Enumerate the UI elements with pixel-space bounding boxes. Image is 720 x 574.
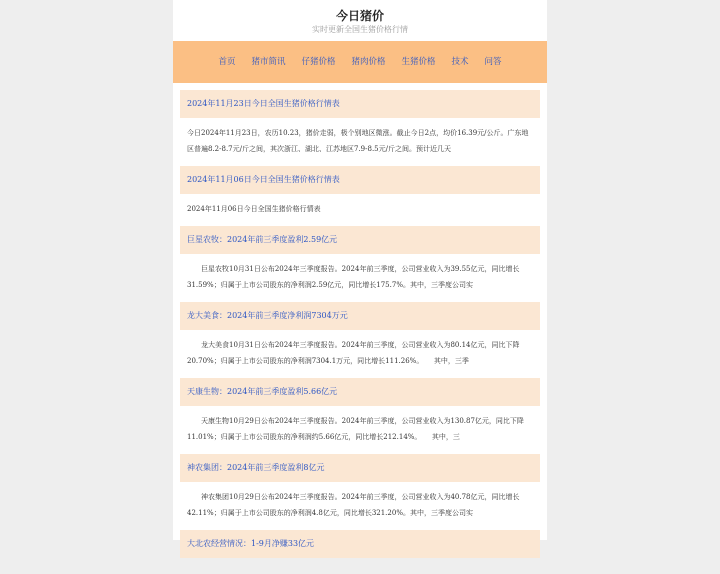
article-item	[180, 90, 540, 166]
main-nav	[173, 41, 547, 83]
article-summary	[180, 558, 540, 574]
article-summary: 神农集团10月29日公布2024年三季度报告。2024年前三季度，公司营业收入为40.78亿元，同比增长42.11%；归属于上市公司股东的净利润4.8亿元，同比增长321.20%。其中，三季度公司实	[187, 493, 520, 517]
article-item	[180, 378, 540, 454]
article-item	[180, 530, 540, 574]
article-title-link[interactable]: 巨星农牧：2024年前三季度盈利2.59亿元	[180, 226, 540, 254]
article-title-link[interactable]: 龙大美食：2024年前三季度净利润7304万元	[180, 302, 540, 330]
article-summary: 天康生物10月29日公布2024年三季度报告。2024年前三季度，公司营业收入为130.87亿元，同比下降11.01%；归属于上市公司股东的净利润约5.66亿元，同比增长212.14%。 其中，三	[187, 417, 524, 441]
article-item	[180, 454, 540, 530]
nav-item-piglet-price[interactable]: 仔猪价格	[301, 57, 336, 67]
article-item	[180, 166, 540, 226]
nav-item-technology[interactable]: 技术	[451, 57, 469, 67]
nav-item-market-news[interactable]: 猪市简讯	[251, 57, 286, 67]
site-subtitle: 实时更新全国生猪价格行情	[312, 25, 408, 34]
nav-item-hog-price[interactable]: 生猪价格	[401, 57, 436, 67]
article-list	[173, 83, 547, 574]
article-title-link[interactable]: 天康生物：2024年前三季度盈利5.66亿元	[180, 378, 540, 406]
page-container	[173, 0, 547, 548]
article-summary: 2024年11月06日今日全国生猪价格行情表	[187, 205, 321, 213]
article-title-link[interactable]: 2024年11月23日今日全国生猪价格行情表	[180, 90, 540, 118]
article-summary: 巨星农牧10月31日公布2024年三季度报告。2024年前三季度，公司营业收入为39.55亿元，同比增长31.59%；归属于上市公司股东的净利润2.59亿元，同比增长175.7%。其中，三季度公司实	[187, 265, 520, 289]
nav-item-home[interactable]: 首页	[218, 57, 236, 67]
article-summary: 龙大美食10月31日公布2024年三季度报告。2024年前三季度，公司营业收入为80.14亿元，同比下降20.70%；归属于上市公司股东的净利润7304.1万元，同比增长111.26%。 其中，三季	[187, 341, 520, 365]
nav-item-qa[interactable]: 问答	[484, 57, 502, 67]
article-item	[180, 302, 540, 378]
article-title-link[interactable]: 2024年11月06日今日全国生猪价格行情表	[180, 166, 540, 194]
site-header	[173, 0, 547, 41]
article-title-link[interactable]: 大北农经营情况：1-9月净赚33亿元	[180, 530, 540, 558]
site-title[interactable]: 今日猪价	[335, 9, 384, 23]
article-summary: 今日2024年11月23日，农历10.23，猪价走弱，极个别地区微涨。截止今日2点，均价16.39元/公斤。广东地区普遍8.2-8.7元/斤之间，其次浙江、湖北、江苏地区7.9-8.5元/斤之间。预计近几天	[187, 129, 529, 153]
article-item	[180, 226, 540, 302]
nav-item-pork-price[interactable]: 猪肉价格	[351, 57, 386, 67]
article-title-link[interactable]: 神农集团：2024年前三季度盈利8亿元	[180, 454, 540, 482]
